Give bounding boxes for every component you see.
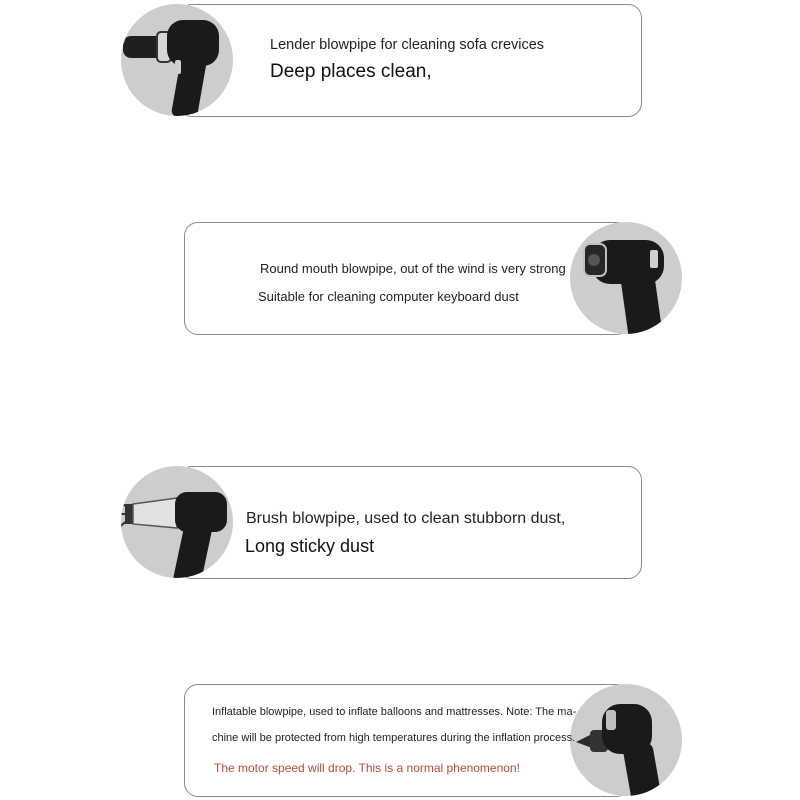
round-mouth-blower-image	[570, 222, 682, 334]
card-1-headline: Deep places clean,	[270, 61, 432, 82]
card-1-subtitle: Lender blowpipe for cleaning sofa crevices	[270, 37, 545, 53]
blower-round-mouth-icon	[570, 222, 682, 334]
blower-long-nozzle-icon	[121, 4, 233, 116]
card-3-headline: Long sticky dust	[245, 536, 375, 556]
card-2-detail: Suitable for cleaning computer keyboard dust	[258, 289, 519, 304]
card-4-line-1: Inflatable blowpipe, used to inflate balloons and mattresses. Note: The ma-	[212, 706, 577, 718]
inflation-blower-image	[570, 684, 682, 796]
card-4-warning: The motor speed will drop. This is a normal phenomenon!	[214, 761, 520, 775]
card-3-subtitle: Brush blowpipe, used to clean stubborn dust,	[246, 510, 566, 527]
blower-brush-icon	[121, 466, 233, 578]
feature-card-round-mouth	[184, 222, 630, 335]
blower-inflation-nozzle-icon	[570, 684, 682, 796]
card-2-subtitle: Round mouth blowpipe, out of the wind is very strong	[260, 261, 566, 276]
brush-blower-image	[121, 466, 233, 578]
card-4-line-2: chine will be protected from high temperatures during the inflation process.	[212, 732, 576, 744]
long-nozzle-blower-image	[121, 4, 233, 116]
